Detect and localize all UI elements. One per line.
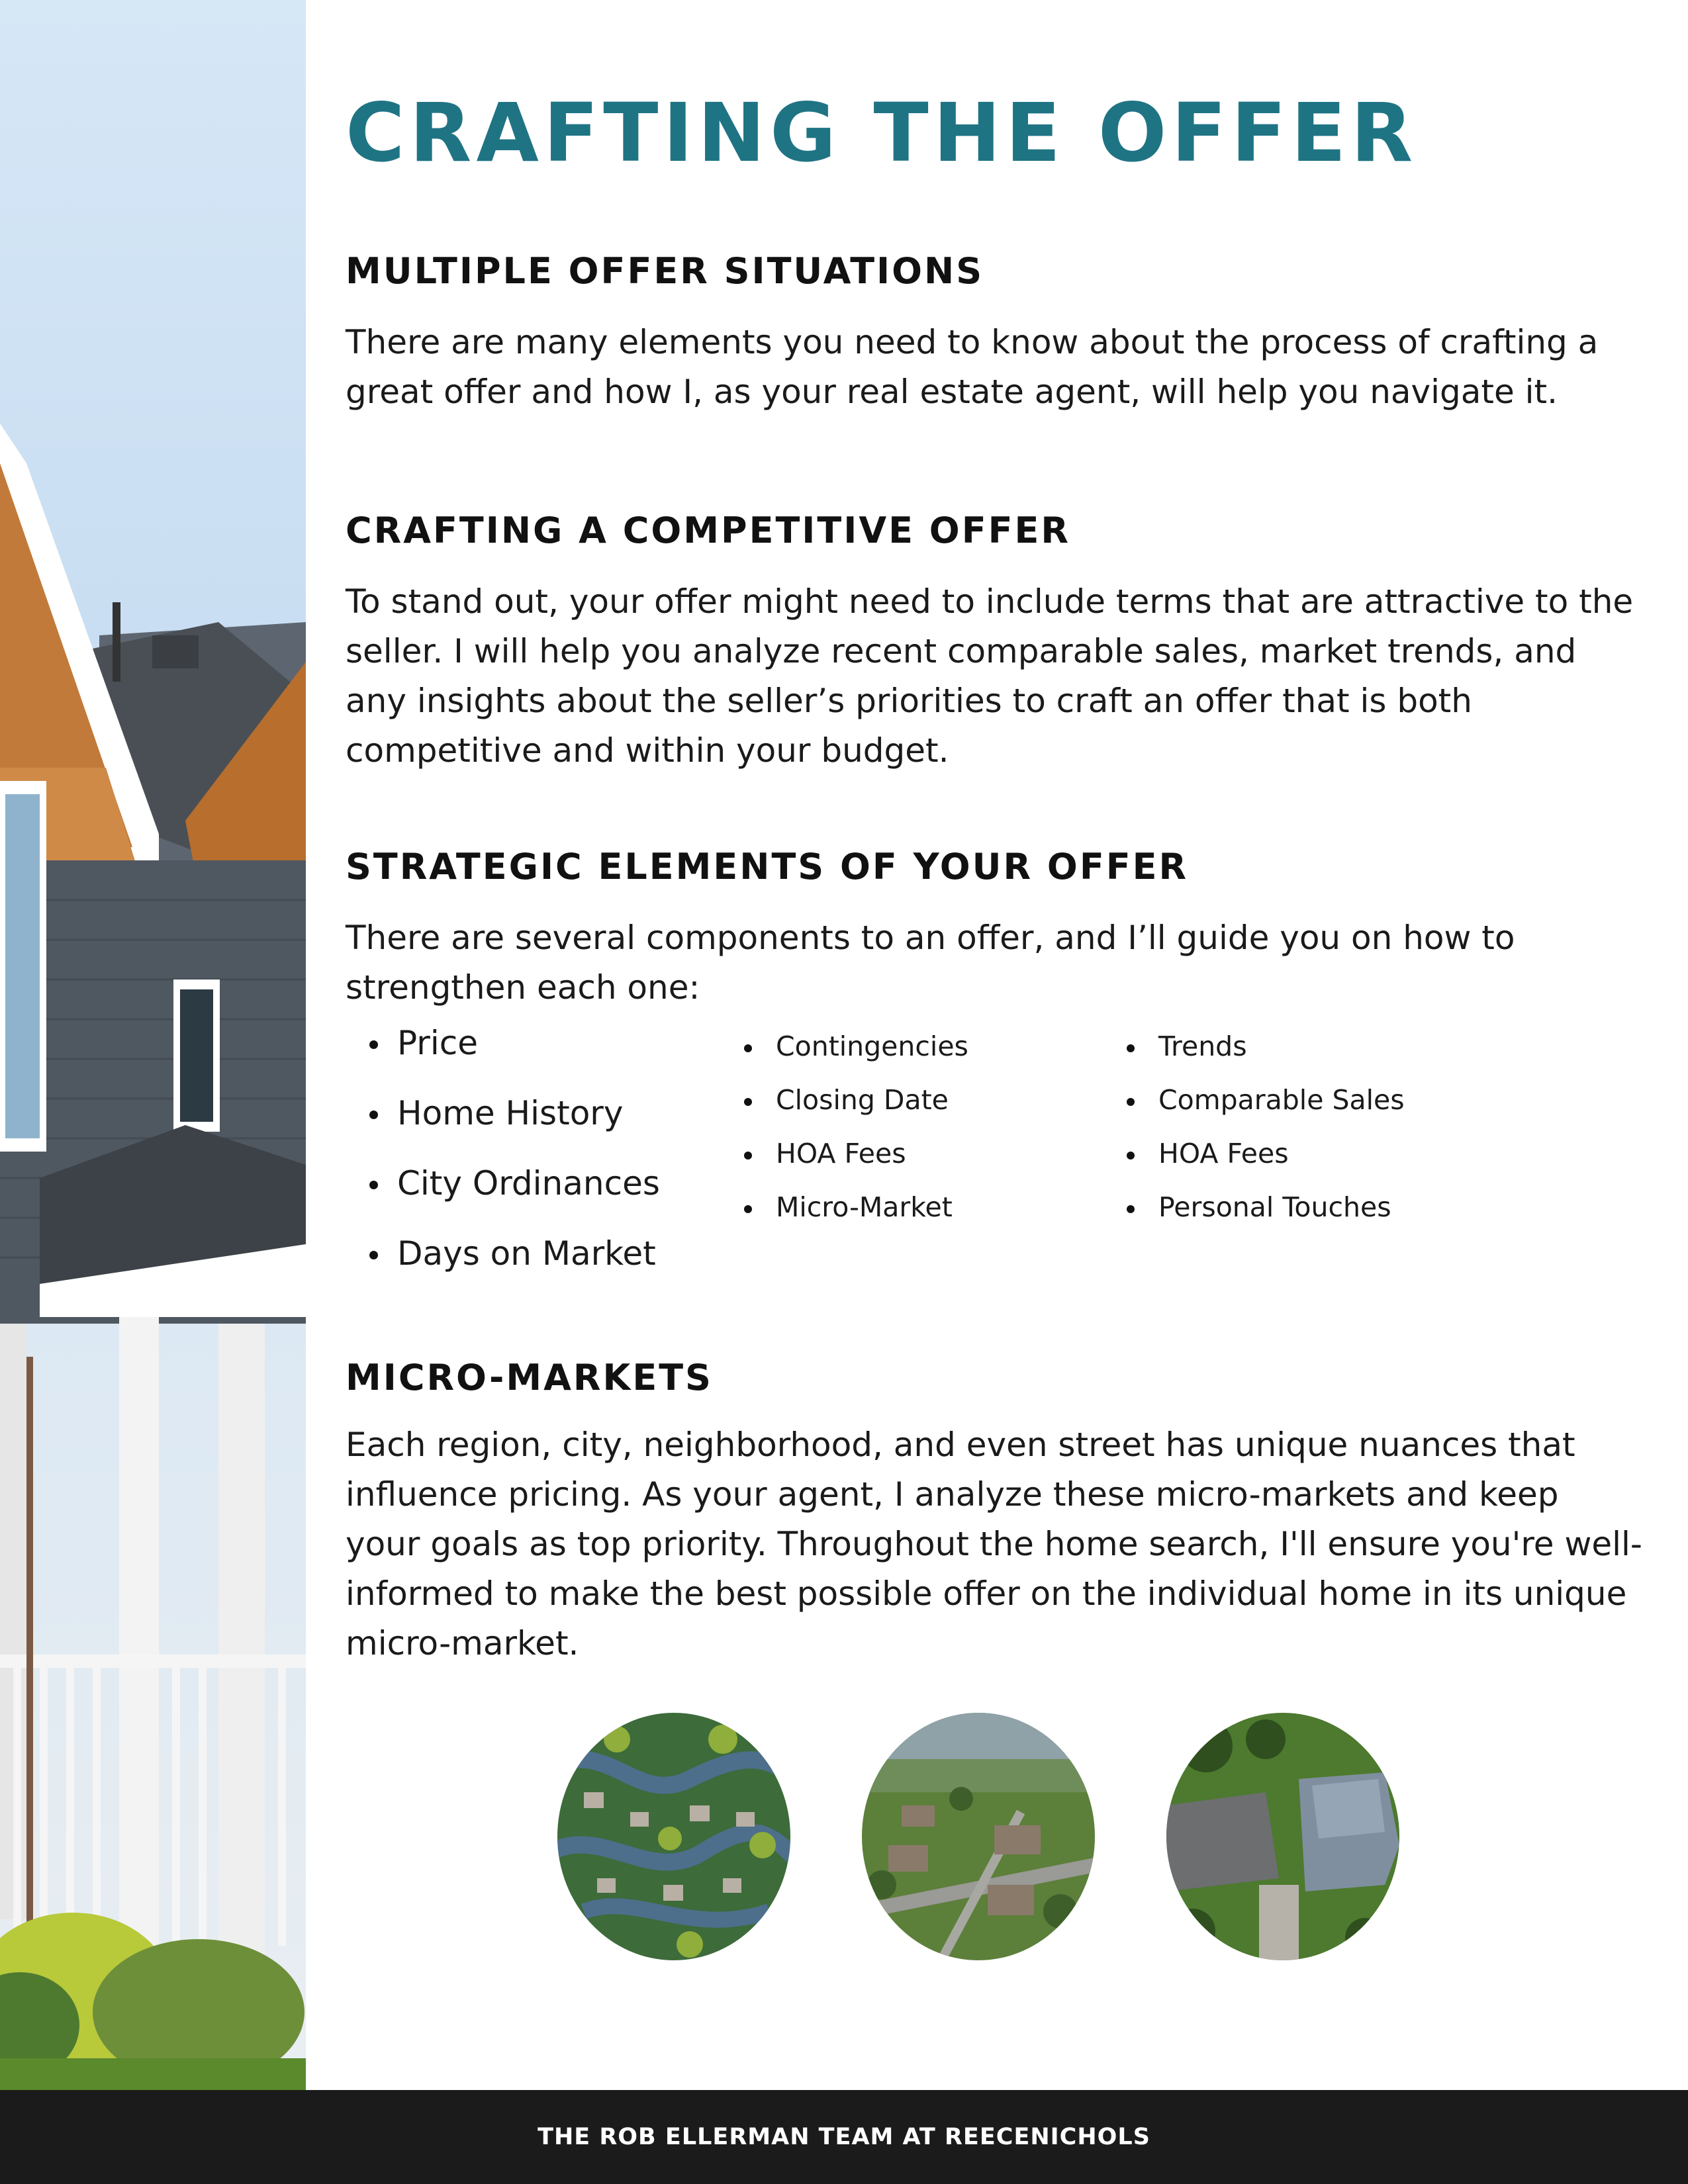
heading-micro-markets: MICRO-MARKETS bbox=[346, 1357, 713, 1398]
elements-list-col2 bbox=[739, 1030, 968, 1244]
list-item: Trends bbox=[1121, 1030, 1405, 1083]
elements-list-col3 bbox=[1121, 1030, 1405, 1244]
houses-illustration bbox=[0, 0, 306, 2090]
list-item: Price bbox=[364, 1023, 660, 1093]
heading-competitive-offer: CRAFTING A COMPETITIVE OFFER bbox=[346, 510, 1070, 551]
list-item: Comparable Sales bbox=[1121, 1083, 1405, 1137]
heading-strategic-elements: STRATEGIC ELEMENTS OF YOUR OFFER bbox=[346, 846, 1189, 887]
paragraph-multiple-offer: There are many elements you need to know about the process of crafting a great offer and how I, as your real estate agent, will help you navigate it. bbox=[346, 323, 1599, 411]
list-item: Closing Date bbox=[739, 1083, 968, 1137]
suburb-aerial-photo bbox=[862, 1713, 1095, 1960]
footer-text: THE ROB ELLERMAN TEAM AT REECENICHOLS bbox=[538, 2124, 1150, 2150]
elements-list-col1 bbox=[364, 1023, 660, 1304]
list-item: Contingencies bbox=[739, 1030, 968, 1083]
list-item: HOA Fees bbox=[1121, 1137, 1405, 1191]
aerial-neighborhood-photo bbox=[557, 1713, 790, 1960]
list-item: HOA Fees bbox=[739, 1137, 968, 1191]
list-item: Micro-Market bbox=[739, 1191, 968, 1244]
rooftops-aerial-photo bbox=[1166, 1713, 1399, 1960]
list-item: City Ordinances bbox=[364, 1163, 660, 1234]
list-item: Days on Market bbox=[364, 1234, 660, 1304]
paragraph-strategic-elements: There are several components to an offer, and I’ll guide you on how to strengthen each one: bbox=[346, 919, 1515, 1007]
page-title: CRAFTING THE OFFER bbox=[346, 86, 1418, 180]
list-item: Personal Touches bbox=[1121, 1191, 1405, 1244]
list-item: Home History bbox=[364, 1093, 660, 1163]
footer-bar bbox=[0, 2090, 1688, 2184]
paragraph-micro-markets: Each region, city, neighborhood, and even street has unique nuances that influence pricing. As your agent, I analyze these micro-markets and keep your goals as top priority. Throughout the home search, I'll ensure you're well-informed to make the best possible offer on the individual home in its unique micro-market. bbox=[346, 1426, 1642, 1662]
heading-multiple-offer: MULTIPLE OFFER SITUATIONS bbox=[346, 250, 984, 292]
paragraph-competitive-offer: To stand out, your offer might need to include terms that are attractive to the seller. I will help you analyze recent comparable sales, market trends, and any insights about the seller’s priorities to craft an offer that is both competitive and within your budget. bbox=[346, 582, 1634, 770]
houses-photo bbox=[0, 0, 306, 2090]
